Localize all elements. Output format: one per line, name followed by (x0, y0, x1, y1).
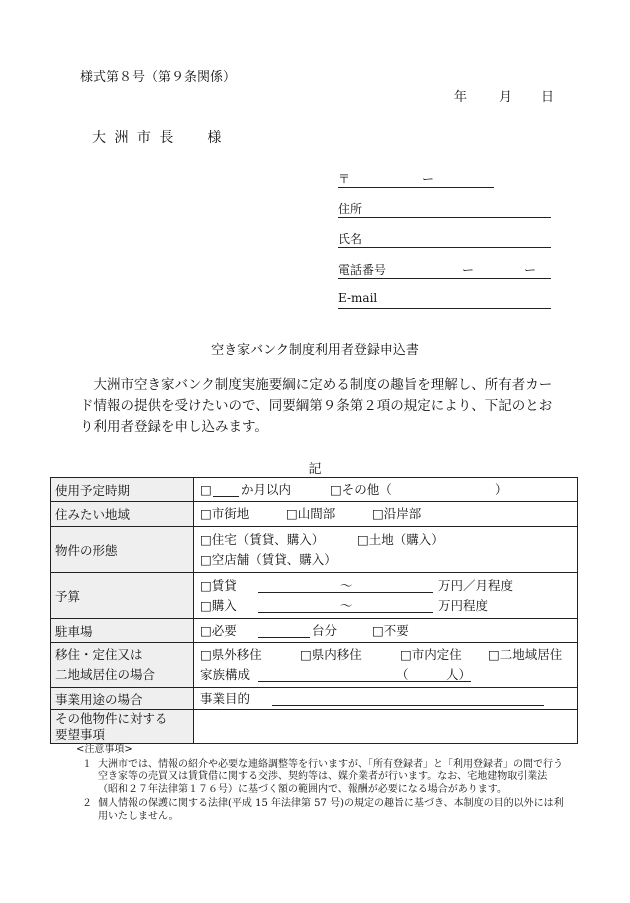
business-purpose-label: 事業目的 (200, 690, 251, 706)
usage-period-months-checkbox[interactable]: □ (200, 481, 212, 497)
phone-field[interactable] (338, 261, 551, 279)
usage-period-other-checkbox[interactable]: □その他（ (330, 481, 392, 497)
parking-needed-checkbox[interactable]: □必要 (200, 622, 237, 638)
parking-count-unit: 台分 (312, 622, 338, 638)
parking-count-input[interactable] (258, 622, 310, 638)
migration-in-city-checkbox[interactable]: □市内定住 (400, 647, 462, 662)
addressee: 大 洲 市 長 様 (92, 130, 224, 146)
desired-area-label: 住みたい地域 (51, 502, 194, 527)
notes-section (76, 744, 566, 823)
family-count-close: 人） (446, 667, 472, 682)
phone-dash-1: ー (462, 263, 475, 277)
property-type-label: 物件の形態 (51, 527, 194, 573)
name-field[interactable] (338, 230, 551, 248)
area-coast-checkbox[interactable]: □沿岸部 (372, 506, 422, 521)
row-migration (51, 643, 578, 688)
postal-code-field[interactable] (338, 170, 494, 188)
other-requests-label (51, 710, 194, 744)
migration-label-line2: 二地域居住の場合 (55, 667, 156, 682)
budget-rent-unit: 万円／月程度 (438, 577, 514, 593)
form-number: 様式第８号（第９条関係） (80, 70, 237, 85)
date-month-label: 月 (499, 90, 513, 105)
ki-heading: 記 (308, 462, 322, 477)
row-desired-area (51, 502, 578, 527)
family-composition-input[interactable] (258, 666, 471, 682)
desired-area-cell (194, 502, 578, 527)
property-land-checkbox[interactable]: □土地（購入） (357, 531, 444, 547)
note-text-2: 個人情報の保護に関する法律(平成 15 年法律第 57 号)の規定の趣旨に基づき、本制度の目的以外には利用いたしません。 (98, 798, 564, 822)
usage-period-months-suffix: か月以内 (241, 481, 292, 497)
row-other-requests (51, 710, 578, 744)
address-label: 住所 (338, 202, 363, 216)
row-budget (51, 573, 578, 619)
row-business (51, 688, 578, 710)
other-requests-label-line1: その他物件に対する (55, 710, 168, 726)
usage-period-cell (194, 478, 578, 502)
budget-label: 予算 (51, 573, 194, 619)
property-shop-checkbox[interactable]: □空店舗（賃貸、購入） (200, 551, 337, 567)
application-statement: 大洲市空き家バンク制度実施要綱に定める制度の趣旨を理解し、所有者カード情報の提供を受けたいので、同要綱第９条第２項の規定により、下記のとおり利用者登録を申し込みます。 (80, 377, 553, 435)
note-text-1: 大洲市では、情報の紹介や必要な連絡調整等を行いますが、「所有登録者」と「利用登録者」の間で行う空き家等の売買又は賃貸借に関する交渉、契約等は、媒介業者が行います。なお、宅地建物取引業法（昭和２７年法律第１７６号）に基づく額の範囲内で、報酬が必要になる場合があります。 (98, 758, 563, 795)
address-field[interactable] (338, 200, 551, 218)
migration-cell (194, 643, 578, 688)
parking-not-needed-checkbox[interactable]: □不要 (372, 622, 409, 638)
usage-period-label: 使用予定時期 (51, 478, 194, 502)
note-number-1: １ (82, 758, 92, 770)
usage-period-other-close: ） (495, 481, 508, 497)
migration-outside-pref-checkbox[interactable]: □県外移住 (200, 647, 262, 662)
email-label: E-mail (338, 291, 378, 305)
registration-table (50, 477, 578, 744)
row-parking (51, 619, 578, 643)
phone-label: 電話番号 (338, 263, 387, 277)
family-paren-open: （ (396, 667, 409, 682)
family-label: 家族構成 (200, 667, 251, 682)
budget-cell (194, 573, 578, 619)
area-mountain-checkbox[interactable]: □山間部 (286, 506, 336, 521)
budget-buy-checkbox[interactable]: □購入 (200, 597, 237, 613)
budget-rent-checkbox[interactable]: □賃貸 (200, 577, 237, 593)
parking-cell (194, 619, 578, 643)
business-purpose-input[interactable] (272, 690, 544, 706)
property-type-cell (194, 527, 578, 573)
migration-dual-residence-checkbox[interactable]: □二地域居住 (488, 647, 563, 662)
document-title: 空き家バンク制度利用者登録申込書 (211, 343, 419, 358)
other-requests-input[interactable] (194, 710, 578, 744)
other-requests-label-line2: 要望事項 (55, 726, 106, 742)
usage-period-months-input[interactable] (213, 481, 239, 497)
business-label: 事業用途の場合 (51, 688, 194, 710)
postal-mark: 〒 (338, 172, 351, 186)
migration-label-line1: 移住・定住又は (55, 647, 143, 662)
budget-rent-tilde: ～ (340, 577, 353, 593)
note-item-2 (76, 798, 566, 823)
property-house-checkbox[interactable]: □住宅（賃貸、購入） (200, 531, 325, 547)
email-field[interactable] (338, 291, 551, 309)
business-cell (194, 688, 578, 710)
row-usage-period (51, 478, 578, 502)
migration-inside-pref-checkbox[interactable]: □県内移住 (300, 647, 362, 662)
notes-heading: <注意事項> (76, 744, 133, 755)
date-day-label: 日 (541, 90, 555, 105)
date-year-label: 年 (454, 90, 468, 105)
phone-dash-2: ー (524, 263, 537, 277)
name-label: 氏名 (338, 232, 363, 246)
area-city-checkbox[interactable]: □市街地 (200, 506, 250, 521)
parking-label: 駐車場 (51, 619, 194, 643)
row-property-type (51, 527, 578, 573)
budget-buy-tilde: ～ (340, 597, 353, 613)
note-item-1 (76, 759, 566, 797)
budget-buy-unit: 万円程度 (438, 597, 489, 613)
migration-label (51, 643, 194, 688)
note-number-2: ２ (82, 798, 92, 809)
postal-dash: ー (422, 172, 435, 186)
